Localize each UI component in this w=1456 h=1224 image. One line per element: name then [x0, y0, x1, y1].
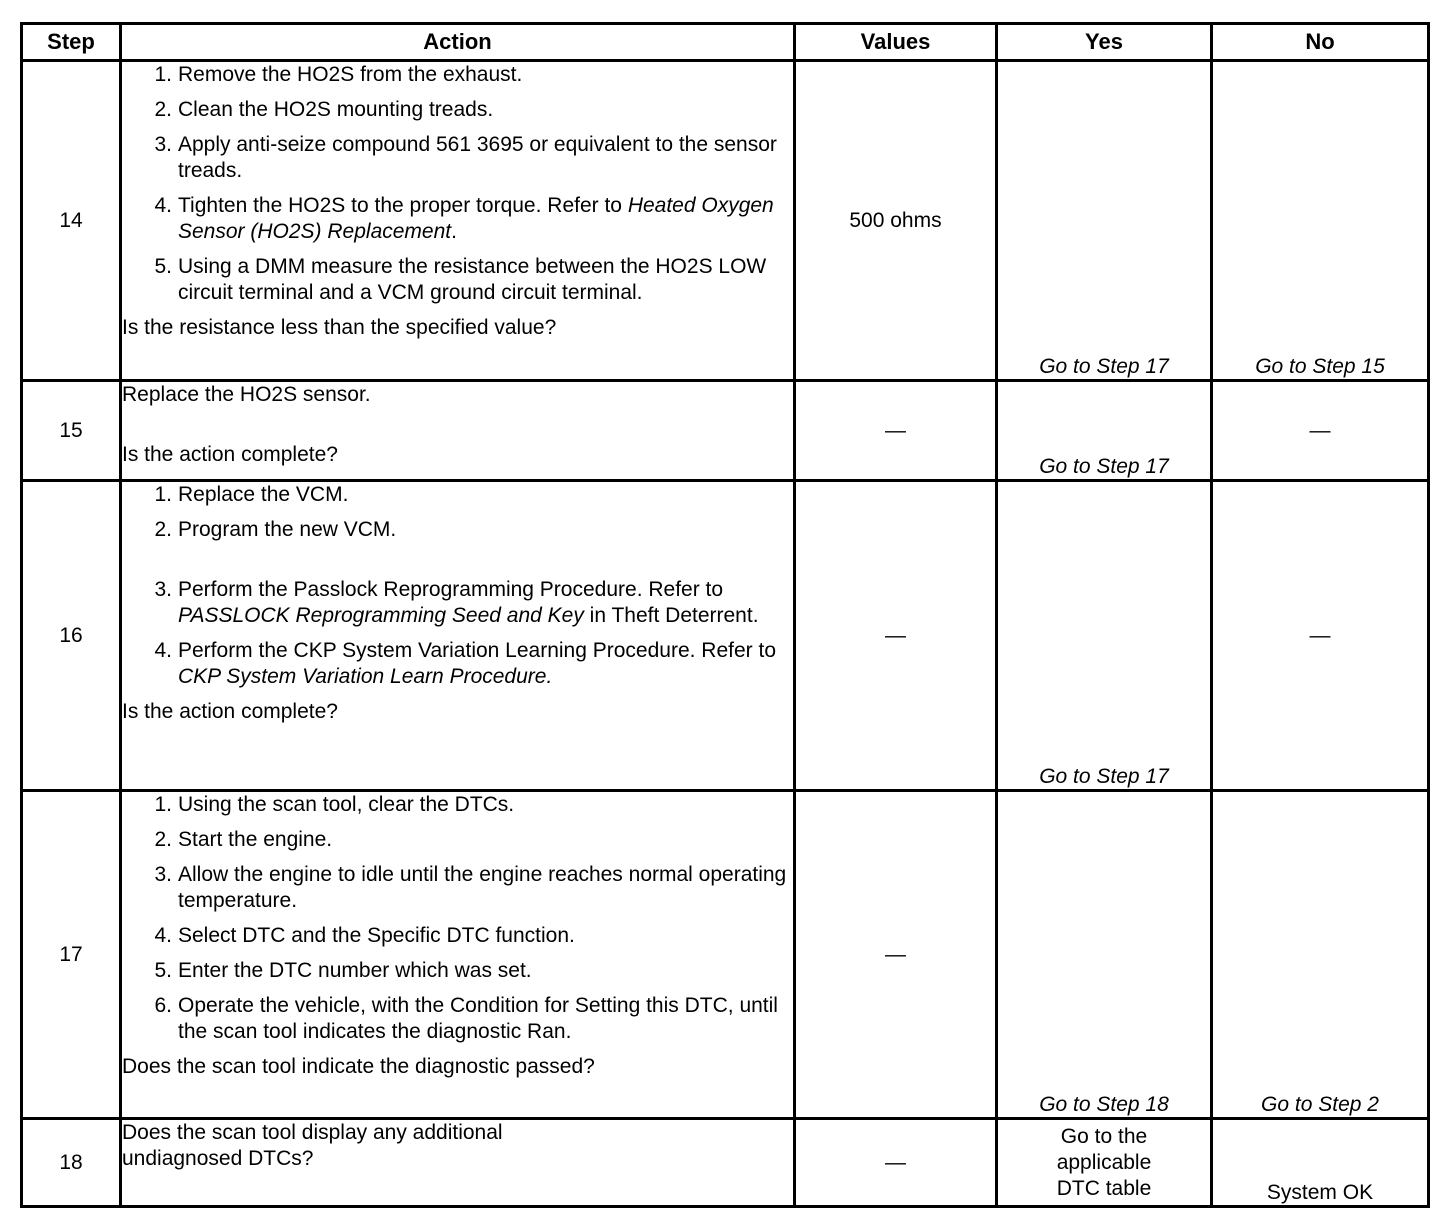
header-yes: Yes [997, 24, 1212, 61]
table-row-step-18 [22, 1119, 1429, 1207]
no-cell: Go to Step 2 [1212, 791, 1429, 1119]
header-no: No [1212, 24, 1429, 61]
table-row-step-16 [22, 481, 1429, 791]
action-cell [121, 61, 795, 381]
action-question: Is the action complete? [122, 443, 338, 466]
action-cell [121, 791, 795, 1119]
step-number: 14 [22, 61, 121, 381]
action-list [122, 482, 793, 690]
header-step: Step [22, 24, 121, 61]
action-list [122, 62, 793, 306]
action-question: Is the action complete? [122, 700, 338, 723]
no-cell: — [1212, 481, 1429, 791]
step-number: 15 [22, 381, 121, 481]
action-cell [121, 1119, 795, 1207]
reference-link-text: CKP System Variation Learn Procedure. [178, 665, 553, 688]
value-cell: — [795, 1119, 997, 1207]
action-list [122, 792, 793, 1045]
reference-link-text: Heated Oxygen Sensor (HO2S) Replacement [178, 194, 774, 243]
list-item: 5. Using a DMM measure the resistance between the HO2S LOW circuit terminal and a VCM ground circuit terminal. [154, 255, 767, 304]
diagnostic-table [20, 22, 1430, 1208]
list-item: 2. Start the engine. [154, 828, 333, 851]
list-item: 4. Perform the CKP System Variation Learning Procedure. Refer to CKP System Variation Learn Procedure. [154, 639, 777, 688]
step-number: 18 [22, 1119, 121, 1207]
header-row [22, 24, 1429, 61]
yes-cell: Go to Step 17 [997, 381, 1212, 481]
list-item: 3. Perform the Passlock Reprogramming Procedure. Refer to PASSLOCK Reprogramming Seed and Key in Theft Deterrent. [154, 578, 759, 627]
list-item: 1. Remove the HO2S from the exhaust. [154, 63, 523, 86]
no-cell: — [1212, 381, 1429, 481]
table-row-step-15 [22, 381, 1429, 481]
list-item: 4. Tighten the HO2S to the proper torque. Refer to Heated Oxygen Sensor (HO2S) Replacement. [154, 194, 774, 243]
list-item: 2. Program the new VCM. [154, 518, 397, 541]
yes-cell: Go to Step 18 [997, 791, 1212, 1119]
action-cell [121, 381, 795, 481]
step-number: 16 [22, 481, 121, 791]
list-item: 2. Clean the HO2S mounting treads. [154, 98, 494, 121]
header-action: Action [121, 24, 795, 61]
value-cell: — [795, 481, 997, 791]
no-cell: System OK [1212, 1119, 1429, 1207]
list-item: 3. Allow the engine to idle until the engine reaches normal operating temperature. [154, 863, 787, 912]
table-row-step-14 [22, 61, 1429, 381]
action-question: Does the scan tool display any additional undiagnosed DTCs? [122, 1121, 503, 1170]
step-number: 17 [22, 791, 121, 1119]
value-cell: — [795, 381, 997, 481]
list-item: 3. Apply anti-seize compound 561 3695 or equivalent to the sensor treads. [154, 133, 777, 182]
list-item: 6. Operate the vehicle, with the Condition for Setting this DTC, until the scan tool indicates the diagnostic Ran. [154, 994, 778, 1043]
no-cell: Go to Step 15 [1212, 61, 1429, 381]
yes-cell: Go to Step 17 [997, 481, 1212, 791]
action-intro: Replace the HO2S sensor. [122, 383, 371, 406]
header-values: Values [795, 24, 997, 61]
list-item: 5. Enter the DTC number which was set. [154, 959, 532, 982]
list-item: 4. Select DTC and the Specific DTC function. [154, 924, 575, 947]
reference-link-text: PASSLOCK Reprogramming Seed and Key [178, 604, 584, 627]
value-cell: — [795, 791, 997, 1119]
value-cell: 500 ohms [795, 61, 997, 381]
list-item: 1. Replace the VCM. [154, 483, 349, 506]
action-question: Does the scan tool indicate the diagnostic passed? [122, 1055, 595, 1078]
action-question: Is the resistance less than the specified value? [122, 316, 557, 339]
list-item: 1. Using the scan tool, clear the DTCs. [154, 793, 515, 816]
yes-cell: Go to the applicable DTC table [997, 1119, 1212, 1207]
action-cell [121, 481, 795, 791]
table-row-step-17 [22, 791, 1429, 1119]
yes-cell: Go to Step 17 [997, 61, 1212, 381]
